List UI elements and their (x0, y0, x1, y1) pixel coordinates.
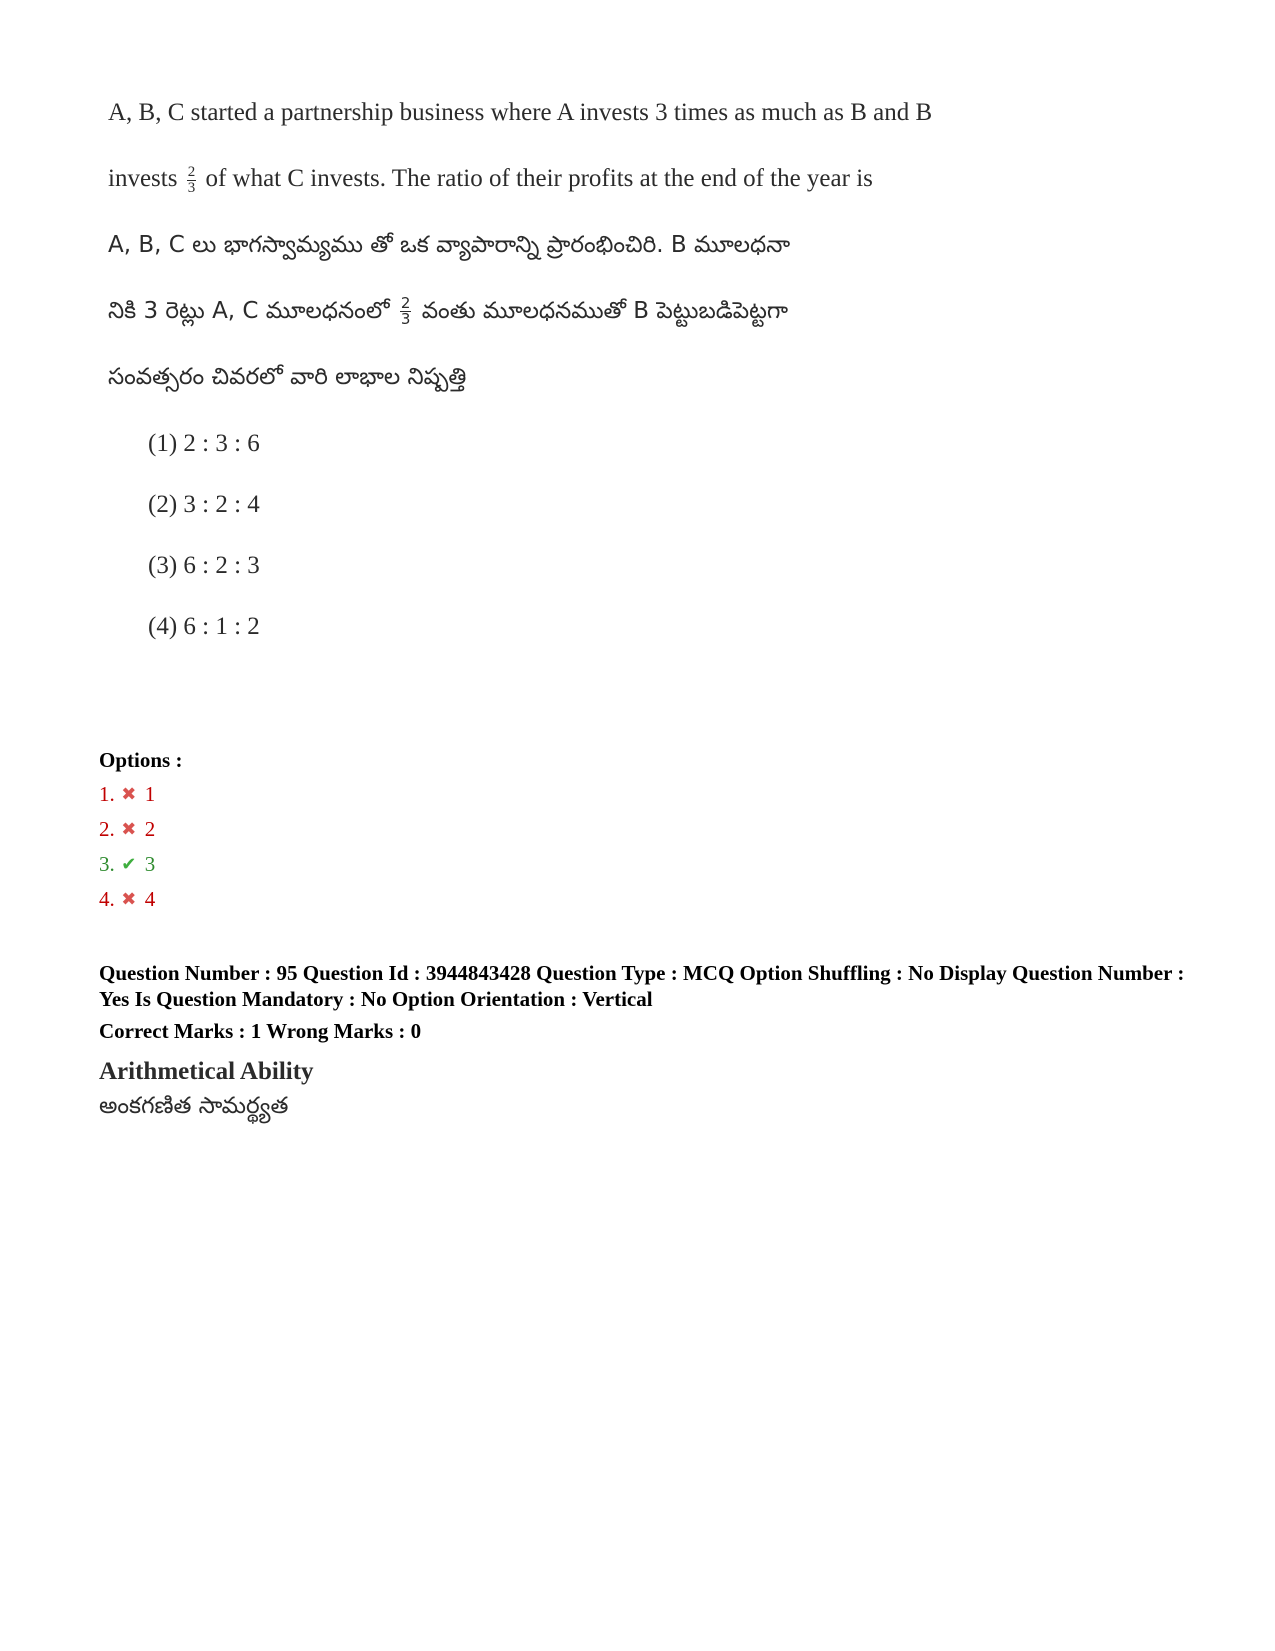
question-english-line-2-end: of what C invests. The ratio of their profits at the end of the year is (205, 165, 873, 192)
question-metadata (99, 960, 1219, 1044)
question-telugu-line-2-end: వంతు మూలధనముతో B పెట్టుబడిపెట్టగా (421, 298, 789, 324)
option-value: 1 (144, 782, 156, 806)
answer-choice: (1) 2 : 3 : 6 (148, 430, 260, 457)
section-title-telugu: అంకగణిత సామర్థ్యత (99, 1093, 289, 1119)
marks-info: Correct Marks : 1 Wrong Marks : 0 (99, 1019, 422, 1043)
options-title: Options : (99, 748, 183, 772)
option-index: 1. (99, 782, 115, 806)
answer-choice: (2) 3 : 2 : 4 (148, 491, 260, 518)
option-item-correct (99, 849, 182, 884)
option-index: 3. (99, 852, 115, 876)
option-index: 2. (99, 817, 115, 841)
fraction (400, 296, 412, 327)
question-english-line-2-start: invests (108, 165, 178, 192)
fraction-numerator: 2 (187, 163, 196, 180)
option-value: 2 (144, 817, 156, 841)
question-image (108, 90, 1008, 668)
section-title-english: Arithmetical Ability (99, 1058, 314, 1085)
option-item (99, 884, 182, 919)
question-telugu-line-3: సంవత్సరం చివరలో వారి లాభాల నిష్పత్తి (108, 364, 467, 390)
question-telugu-line-2-start: నికి 3 రెట్లు A, C మూలధనంలో (108, 298, 390, 324)
option-index: 4. (99, 887, 115, 911)
question-english-line-2 (108, 156, 1008, 222)
check-icon: ✔ (121, 854, 137, 874)
options-list (99, 745, 182, 919)
question-telugu-line-2 (108, 288, 1008, 354)
answer-choice: (4) 6 : 1 : 2 (148, 613, 260, 640)
fraction-denominator: 3 (187, 179, 196, 196)
section-heading (99, 1055, 314, 1123)
cross-icon: ✖ (121, 889, 137, 909)
option-item (99, 814, 182, 849)
option-value: 4 (144, 887, 156, 911)
question-english-line-1: A, B, C started a partnership business where A invests 3 times as much as B and B (108, 99, 933, 126)
option-item (99, 779, 182, 814)
question-telugu-line-1: A, B, C లు భాగస్వామ్యము తో ఒక వ్యాపారాన్ని ప్రారంభించిరి. B మూలధనా (108, 232, 791, 258)
cross-icon: ✖ (121, 819, 137, 839)
answer-choices (108, 424, 1008, 668)
cross-icon: ✖ (121, 784, 137, 804)
fraction-denominator: 3 (400, 310, 411, 328)
answer-choice: (3) 6 : 2 : 3 (148, 552, 260, 579)
fraction-numerator: 2 (400, 294, 411, 312)
fraction (187, 165, 197, 196)
question-info: Question Number : 95 Question Id : 3944843428 Question Type : MCQ Option Shuffling : No Display Question Number : Yes Is Question Mandatory : No Option Orientation : Vertical (99, 961, 1185, 1011)
option-value: 3 (144, 852, 156, 876)
